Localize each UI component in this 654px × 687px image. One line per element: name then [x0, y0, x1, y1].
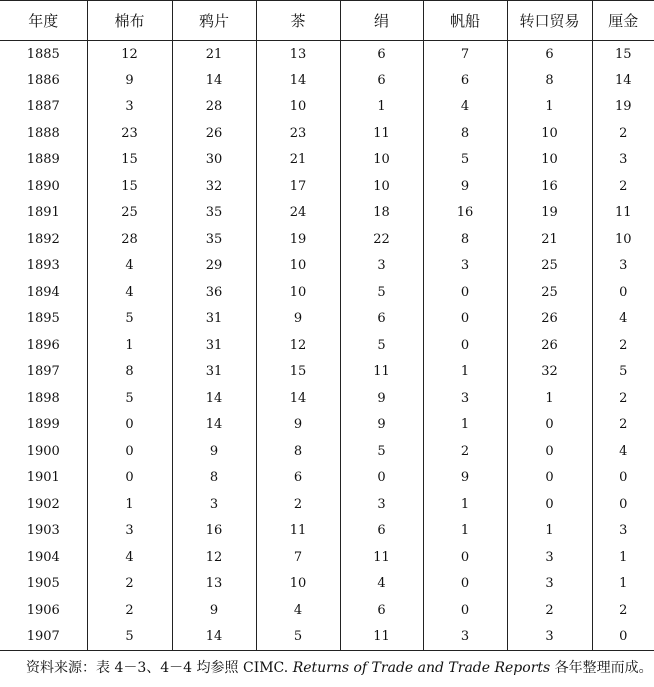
- value-cell: 14: [172, 624, 256, 651]
- table-row: [0, 385, 654, 412]
- value-cell: 25: [87, 200, 172, 227]
- value-cell: 5: [87, 306, 172, 333]
- value-cell: 9: [423, 173, 507, 200]
- value-cell: 14: [172, 385, 256, 412]
- value-cell: 4: [592, 438, 654, 465]
- value-cell: 5: [87, 385, 172, 412]
- value-cell: 31: [172, 359, 256, 386]
- value-cell: 6: [340, 597, 423, 624]
- table-row: [0, 253, 654, 280]
- value-cell: 8: [423, 120, 507, 147]
- value-cell: 25: [507, 253, 592, 280]
- value-cell: 22: [340, 226, 423, 253]
- value-cell: 3: [423, 385, 507, 412]
- value-cell: 5: [340, 279, 423, 306]
- table-row: [0, 544, 654, 571]
- table-row: [0, 279, 654, 306]
- year-cell: 1896: [26, 337, 60, 353]
- value-cell: 3: [507, 624, 592, 651]
- value-cell: 18: [340, 200, 423, 227]
- value-cell: 0: [423, 332, 507, 359]
- value-cell: 1: [423, 491, 507, 518]
- year-cell: 1892: [26, 231, 60, 247]
- value-cell: 3: [423, 624, 507, 651]
- table-row: [0, 465, 654, 492]
- value-cell: 31: [172, 306, 256, 333]
- value-cell: 1: [507, 94, 592, 121]
- value-cell: 5: [340, 332, 423, 359]
- value-cell: 5: [256, 624, 340, 651]
- table-row: [0, 412, 654, 439]
- value-cell: 26: [507, 332, 592, 359]
- value-cell: 11: [592, 200, 654, 227]
- value-cell: 2: [507, 597, 592, 624]
- table-row: [0, 597, 654, 624]
- value-cell: 6: [340, 41, 423, 68]
- table-row: [0, 173, 654, 200]
- value-cell: 25: [507, 279, 592, 306]
- value-cell: 5: [340, 438, 423, 465]
- footnote-prefix: 资料来源：表 4－3、4－4 均参照 CIMC.: [26, 660, 289, 676]
- value-cell: 1: [507, 385, 592, 412]
- value-cell: 1: [87, 491, 172, 518]
- column-header: 帆船: [423, 1, 507, 41]
- value-cell: 0: [592, 279, 654, 306]
- value-cell: 3: [423, 253, 507, 280]
- year-cell: 1887: [26, 99, 60, 115]
- value-cell: 3: [592, 518, 654, 545]
- value-cell: 0: [423, 544, 507, 571]
- value-cell: 15: [87, 147, 172, 174]
- value-cell: 8: [87, 359, 172, 386]
- year-cell: 1899: [26, 417, 60, 433]
- value-cell: 2: [592, 412, 654, 439]
- year-cell: 1906: [26, 602, 60, 618]
- value-cell: 0: [87, 465, 172, 492]
- value-cell: 2: [592, 120, 654, 147]
- value-cell: 4: [87, 279, 172, 306]
- value-cell: 3: [592, 147, 654, 174]
- value-cell: 4: [423, 94, 507, 121]
- value-cell: 3: [172, 491, 256, 518]
- year-cell: 1897: [26, 364, 60, 380]
- value-cell: 24: [256, 200, 340, 227]
- value-cell: 36: [172, 279, 256, 306]
- value-cell: 0: [507, 491, 592, 518]
- value-cell: 7: [423, 41, 507, 68]
- value-cell: 11: [340, 359, 423, 386]
- year-cell: 1902: [26, 496, 60, 512]
- table-row: [0, 571, 654, 598]
- value-cell: 3: [87, 94, 172, 121]
- table-row: [0, 359, 654, 386]
- value-cell: 29: [172, 253, 256, 280]
- value-cell: 8: [172, 465, 256, 492]
- value-cell: 10: [256, 94, 340, 121]
- value-cell: 0: [423, 279, 507, 306]
- value-cell: 12: [256, 332, 340, 359]
- table-row: [0, 518, 654, 545]
- table-row: [0, 306, 654, 333]
- value-cell: 3: [507, 544, 592, 571]
- value-cell: 15: [87, 173, 172, 200]
- value-cell: 6: [423, 67, 507, 94]
- value-cell: 0: [340, 465, 423, 492]
- year-cell: 1901: [26, 470, 60, 486]
- value-cell: 10: [256, 279, 340, 306]
- value-cell: 12: [172, 544, 256, 571]
- table-row: [0, 491, 654, 518]
- value-cell: 17: [256, 173, 340, 200]
- year-cell: 1900: [26, 443, 60, 459]
- value-cell: 1: [423, 412, 507, 439]
- value-cell: 0: [507, 412, 592, 439]
- year-cell: 1903: [26, 523, 60, 539]
- value-cell: 3: [87, 518, 172, 545]
- column-header: 茶: [256, 1, 340, 41]
- value-cell: 10: [256, 571, 340, 598]
- year-cell: 1904: [26, 549, 60, 565]
- table-row: [0, 120, 654, 147]
- value-cell: 2: [256, 491, 340, 518]
- value-cell: 6: [340, 67, 423, 94]
- value-cell: 7: [256, 544, 340, 571]
- value-cell: 11: [340, 544, 423, 571]
- footnote-italic-title: Returns of Trade and Trade Reports: [292, 660, 551, 676]
- table-row: [0, 200, 654, 227]
- value-cell: 15: [592, 41, 654, 68]
- value-cell: 6: [340, 518, 423, 545]
- table-body: [0, 41, 654, 651]
- year-cell: 1889: [26, 152, 60, 168]
- value-cell: 3: [592, 253, 654, 280]
- value-cell: 12: [87, 41, 172, 68]
- value-cell: 19: [592, 94, 654, 121]
- header-row: [0, 1, 654, 41]
- column-header: 转口贸易: [507, 1, 592, 41]
- value-cell: 14: [172, 67, 256, 94]
- year-cell: 1891: [26, 205, 60, 221]
- value-cell: 0: [423, 597, 507, 624]
- value-cell: 4: [592, 306, 654, 333]
- value-cell: 3: [507, 571, 592, 598]
- value-cell: 13: [172, 571, 256, 598]
- value-cell: 14: [256, 385, 340, 412]
- value-cell: 19: [507, 200, 592, 227]
- value-cell: 1: [592, 571, 654, 598]
- value-cell: 16: [172, 518, 256, 545]
- value-cell: 1: [423, 518, 507, 545]
- value-cell: 8: [256, 438, 340, 465]
- table-row: [0, 624, 654, 651]
- column-header: 厘金: [592, 1, 654, 41]
- value-cell: 2: [87, 597, 172, 624]
- value-cell: 2: [592, 385, 654, 412]
- year-cell: 1890: [26, 178, 60, 194]
- value-cell: 0: [507, 465, 592, 492]
- value-cell: 2: [423, 438, 507, 465]
- value-cell: 10: [340, 147, 423, 174]
- value-cell: 9: [172, 597, 256, 624]
- value-cell: 6: [256, 465, 340, 492]
- table-row: [0, 67, 654, 94]
- year-cell: 1898: [26, 390, 60, 406]
- value-cell: 1: [592, 544, 654, 571]
- value-cell: 6: [340, 306, 423, 333]
- year-cell: 1885: [26, 46, 60, 62]
- value-cell: 3: [340, 491, 423, 518]
- value-cell: 2: [87, 571, 172, 598]
- table-row: [0, 41, 654, 68]
- value-cell: 9: [340, 412, 423, 439]
- value-cell: 14: [172, 412, 256, 439]
- value-cell: 0: [87, 438, 172, 465]
- value-cell: 2: [592, 597, 654, 624]
- value-cell: 9: [87, 67, 172, 94]
- value-cell: 4: [340, 571, 423, 598]
- value-cell: 32: [507, 359, 592, 386]
- value-cell: 10: [340, 173, 423, 200]
- column-header: 棉布: [87, 1, 172, 41]
- value-cell: 15: [256, 359, 340, 386]
- value-cell: 1: [87, 332, 172, 359]
- column-header: 绢: [340, 1, 423, 41]
- table-header: [0, 1, 654, 41]
- value-cell: 26: [507, 306, 592, 333]
- value-cell: 19: [256, 226, 340, 253]
- table-row: [0, 438, 654, 465]
- value-cell: 21: [256, 147, 340, 174]
- value-cell: 11: [340, 624, 423, 651]
- value-cell: 21: [507, 226, 592, 253]
- table-row: [0, 147, 654, 174]
- value-cell: 28: [87, 226, 172, 253]
- value-cell: 1: [423, 359, 507, 386]
- column-header: 鸦片: [172, 1, 256, 41]
- value-cell: 5: [87, 624, 172, 651]
- value-cell: 23: [256, 120, 340, 147]
- value-cell: 35: [172, 200, 256, 227]
- value-cell: 9: [172, 438, 256, 465]
- value-cell: 21: [172, 41, 256, 68]
- value-cell: 8: [507, 67, 592, 94]
- value-cell: 9: [256, 412, 340, 439]
- value-cell: 13: [256, 41, 340, 68]
- year-cell: 1907: [0, 624, 87, 651]
- value-cell: 11: [256, 518, 340, 545]
- year-cell: 1895: [26, 311, 60, 327]
- value-cell: 3: [340, 253, 423, 280]
- footnote-suffix: 各年整理而成。: [554, 660, 653, 676]
- value-cell: 23: [87, 120, 172, 147]
- value-cell: 9: [256, 306, 340, 333]
- value-cell: 31: [172, 332, 256, 359]
- value-cell: 14: [592, 67, 654, 94]
- value-cell: 0: [592, 491, 654, 518]
- value-cell: 0: [592, 624, 654, 651]
- year-cell: 1894: [26, 284, 60, 300]
- value-cell: 1: [507, 518, 592, 545]
- value-cell: 10: [507, 147, 592, 174]
- year-cell: 1893: [26, 258, 60, 274]
- value-cell: 11: [340, 120, 423, 147]
- source-footnote: [26, 657, 653, 677]
- column-header: 年度: [0, 1, 87, 41]
- value-cell: 26: [172, 120, 256, 147]
- value-cell: 2: [592, 332, 654, 359]
- value-cell: 5: [592, 359, 654, 386]
- value-cell: 8: [423, 226, 507, 253]
- value-cell: 0: [507, 438, 592, 465]
- value-cell: 4: [87, 253, 172, 280]
- value-cell: 0: [87, 412, 172, 439]
- value-cell: 5: [423, 147, 507, 174]
- value-cell: 9: [423, 465, 507, 492]
- value-cell: 35: [172, 226, 256, 253]
- value-cell: 28: [172, 94, 256, 121]
- value-cell: 9: [340, 385, 423, 412]
- year-cell: 1886: [26, 72, 60, 88]
- year-cell: 1905: [26, 576, 60, 592]
- table-row: [0, 226, 654, 253]
- value-cell: 32: [172, 173, 256, 200]
- table-row: [0, 94, 654, 121]
- value-cell: 4: [256, 597, 340, 624]
- value-cell: 10: [256, 253, 340, 280]
- value-cell: 1: [340, 94, 423, 121]
- value-cell: 14: [256, 67, 340, 94]
- value-cell: 0: [423, 306, 507, 333]
- value-cell: 0: [592, 465, 654, 492]
- table-row: [0, 332, 654, 359]
- year-cell: 1888: [26, 125, 60, 141]
- value-cell: 4: [87, 544, 172, 571]
- value-cell: 16: [423, 200, 507, 227]
- value-cell: 10: [507, 120, 592, 147]
- value-cell: 2: [592, 173, 654, 200]
- value-cell: 30: [172, 147, 256, 174]
- value-cell: 10: [592, 226, 654, 253]
- value-cell: 16: [507, 173, 592, 200]
- value-cell: 0: [423, 571, 507, 598]
- value-cell: 6: [507, 41, 592, 68]
